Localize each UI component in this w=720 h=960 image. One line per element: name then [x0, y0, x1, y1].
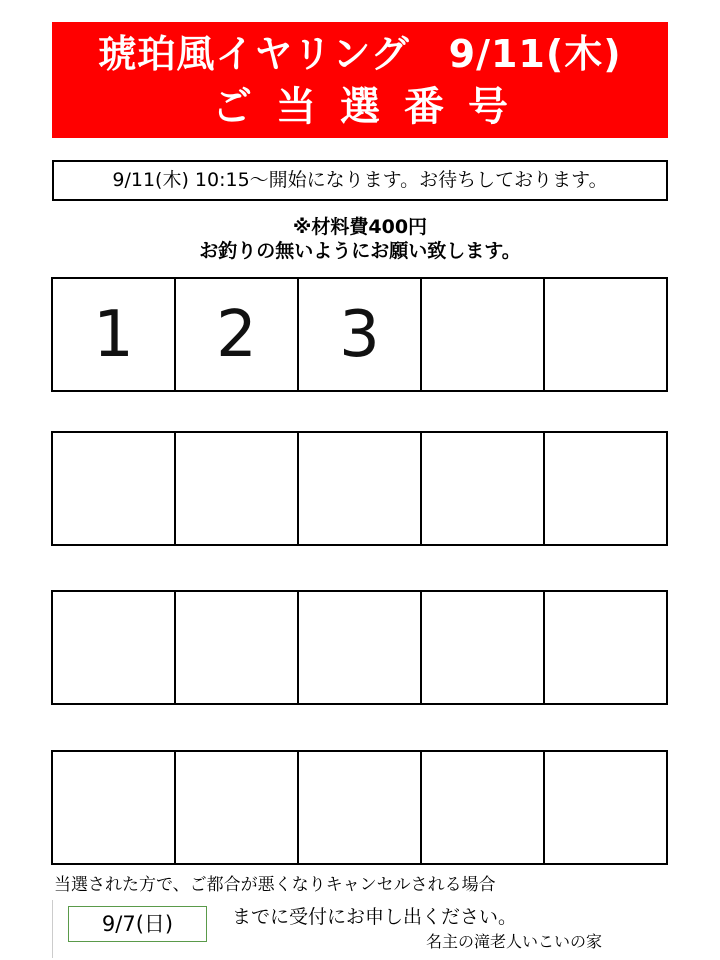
number-cell — [176, 752, 299, 863]
divider — [52, 900, 53, 958]
number-cell — [545, 279, 666, 390]
number-cell — [53, 433, 176, 544]
number-row — [51, 590, 668, 705]
title-banner — [52, 22, 668, 138]
number-cell: 2 — [176, 279, 299, 390]
number-cell — [422, 752, 545, 863]
number-cell — [422, 279, 545, 390]
event-title: 琥珀風イヤリング 9/11(木) — [98, 32, 622, 76]
number-cell: 1 — [53, 279, 176, 390]
number-cell: 3 — [299, 279, 422, 390]
deadline-date: 9/7(日) — [68, 906, 207, 942]
number-row — [51, 277, 668, 392]
number-cell — [176, 592, 299, 703]
material-fee: ※材料費400円 — [292, 216, 428, 238]
number-cell — [545, 433, 666, 544]
exact-change-note: お釣りの無いようにお願い致します。 — [199, 240, 521, 262]
number-cell — [545, 592, 666, 703]
number-row — [51, 431, 668, 546]
number-cell — [422, 433, 545, 544]
start-time-notice: 9/11(木) 10:15～開始になります。お待ちしております。 — [52, 160, 668, 201]
organization-name: 名主の滝老人いこいの家 — [426, 932, 603, 951]
number-cell — [299, 433, 422, 544]
deadline-instruction: までに受付にお申し出ください。 — [232, 906, 518, 928]
number-cell — [299, 592, 422, 703]
number-row — [51, 750, 668, 865]
number-cell — [299, 752, 422, 863]
cancellation-note: 当選された方で、ご都合が悪くなりキャンセルされる場合 — [54, 875, 496, 895]
winning-numbers-heading: ご当選番号 — [212, 84, 532, 130]
number-cell — [53, 752, 176, 863]
number-cell — [545, 752, 666, 863]
number-cell — [53, 592, 176, 703]
number-cell — [422, 592, 545, 703]
number-cell — [176, 433, 299, 544]
